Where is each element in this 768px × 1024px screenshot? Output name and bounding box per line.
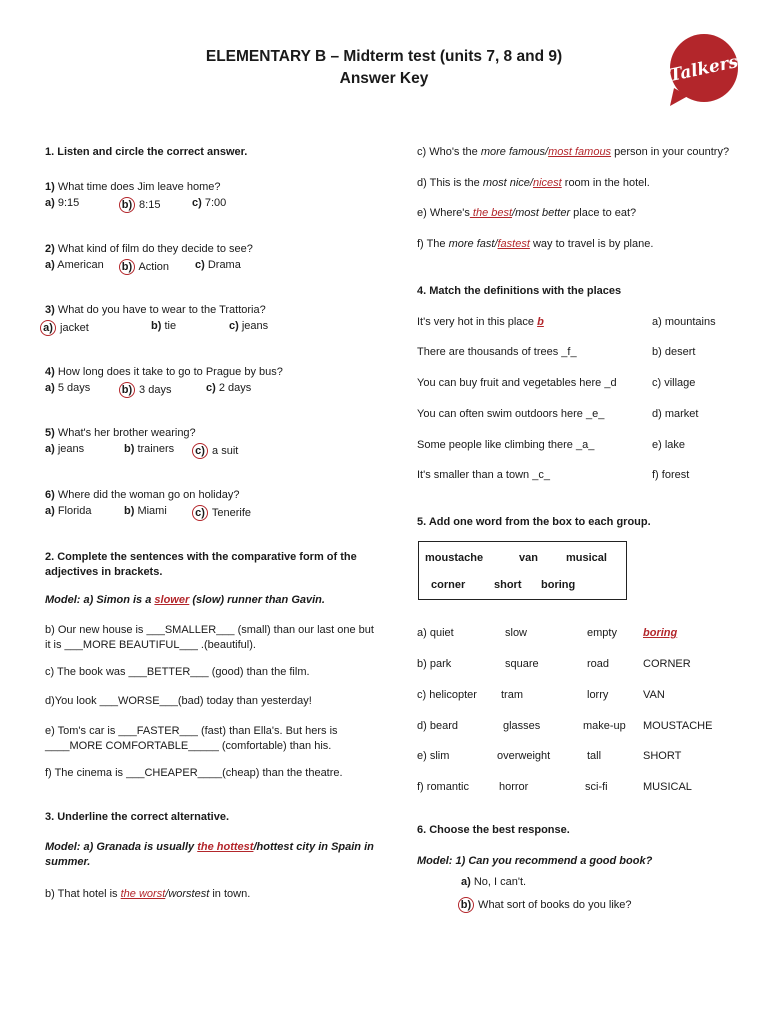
group-cell: e) slim <box>417 750 450 762</box>
match-row: It's smaller than a town _c_ <box>417 469 550 481</box>
group-cell: c) helicopter <box>417 689 477 701</box>
section-3-f: f) The more fast/fastest way to travel is by plane. <box>417 238 654 250</box>
group-cell: tall <box>587 750 602 762</box>
box-word: boring <box>541 579 576 591</box>
group-cell: horror <box>499 781 529 793</box>
group-cell: square <box>505 658 539 670</box>
question-6: 6) Where did the woman go on holiday? <box>45 489 240 501</box>
section-3-heading: 3. Underline the correct alternative. <box>45 811 230 823</box>
match-place: d) market <box>652 408 699 420</box>
group-cell: make-up <box>583 720 626 732</box>
question-5: 5) What's her brother wearing? <box>45 427 196 439</box>
group-cell: empty <box>587 627 617 639</box>
section-6-a: a) No, I can't. <box>461 876 527 888</box>
question-3: 3) What do you have to wear to the Trattoria? <box>45 304 266 316</box>
match-row: It's very hot in this place b <box>417 316 544 328</box>
answer-circle: b) <box>119 259 135 275</box>
section-6-heading: 6. Choose the best response. <box>417 824 570 836</box>
section-2-d: d)You look ___WORSE___(bad) today than yesterday! <box>45 695 312 707</box>
answer-circle: b) <box>458 897 474 913</box>
answer-circle: c) <box>192 443 208 459</box>
group-cell: lorry <box>587 689 609 701</box>
match-row: Some people like climbing there _a_ <box>417 439 595 451</box>
match-row: You can buy fruit and vegetables here _d <box>417 377 617 389</box>
match-row: There are thousands of trees _f_ <box>417 346 577 358</box>
answer-circle: b) <box>119 382 135 398</box>
group-cell: slow <box>505 627 528 639</box>
match-row: You can often swim outdoors here _e_ <box>417 408 605 420</box>
question-1: 1) What time does Jim leave home? <box>45 181 221 193</box>
section-6-b: b) What sort of books do you like? <box>461 897 632 913</box>
section-6-model: Model: 1) Can you recommend a good book? <box>417 855 653 867</box>
group-cell: d) beard <box>417 720 458 732</box>
box-word: moustache <box>425 552 484 564</box>
match-place: a) mountains <box>652 316 716 328</box>
svg-text:Talkers: Talkers <box>667 52 740 87</box>
section-3-model: Model: a) Granada is usually the hottest/hottest city in Spain in summer. <box>45 841 374 868</box>
answers-2: a) American b) Action c) Drama <box>45 259 241 273</box>
section-3-b: b) That hotel is the worst/worstest in town. <box>45 888 251 900</box>
answer-circle: c) <box>192 505 208 521</box>
group-cell: b) park <box>417 658 452 670</box>
answers-4: a) 5 days b) 3 days c) 2 days <box>45 382 252 396</box>
group-cell: sci-fi <box>585 781 608 793</box>
section-2-model: Model: a) Simon is a slower (slow) runner than Gavin. <box>45 594 325 606</box>
group-answer: SHORT <box>643 750 682 762</box>
group-cell: a) quiet <box>417 627 454 639</box>
section-3-d: d) This is the most nice/nicest room in the hotel. <box>417 177 650 189</box>
section-2-e: e) Tom's car is ___FASTER___ (fast) than Ella's. But hers is ____MORE COMFORTABLE_____ (comfortable) than his. <box>45 725 338 752</box>
match-place: b) desert <box>652 346 696 358</box>
section-2-f: f) The cinema is ___CHEAPER____(cheap) than the theatre. <box>45 767 343 779</box>
section-5-heading: 5. Add one word from the box to each group. <box>417 516 651 528</box>
answers-6: a) Florida b) Miami c) Tenerife <box>45 505 251 519</box>
group-answer: boring <box>643 627 678 639</box>
match-place: f) forest <box>652 469 690 481</box>
section-2-b: b) Our new house is ___SMALLER___ (small) than our last one but it is ___MORE BEAUTIFUL___ .(beautiful). <box>45 624 374 651</box>
page-subtitle: Answer Key <box>339 70 429 87</box>
group-answer: CORNER <box>643 658 691 670</box>
talkers-logo <box>666 32 742 108</box>
group-cell: tram <box>501 689 523 701</box>
box-word: corner <box>431 579 466 591</box>
section-4-heading: 4. Match the definitions with the places <box>417 285 622 297</box>
group-answer: MUSICAL <box>643 781 692 793</box>
box-word: short <box>494 579 522 591</box>
section-1-heading: 1. Listen and circle the correct answer. <box>45 146 248 158</box>
group-cell: road <box>587 658 610 670</box>
answers-3: a) jacket b) tie c) jeans <box>45 320 89 336</box>
section-3-c: c) Who's the more famous/most famous person in your country? <box>417 146 730 158</box>
match-place: e) lake <box>652 439 686 451</box>
section-2-heading: 2. Complete the sentences with the comparative form of the adjectives in brackets. <box>45 551 357 578</box>
group-cell: f) romantic <box>417 781 469 793</box>
box-word: van <box>519 552 538 564</box>
group-cell: overweight <box>497 750 551 762</box>
question-2: 2) What kind of film do they decide to see? <box>45 243 253 255</box>
group-cell: glasses <box>503 720 541 732</box>
group-answer: MOUSTACHE <box>643 720 713 732</box>
section-2-c: c) The book was ___BETTER___ (good) than the film. <box>45 666 310 678</box>
question-4: 4) How long does it take to go to Prague by bus? <box>45 366 283 378</box>
answers-1: a) 9:15 b) 8:15 c) 7:00 <box>45 197 227 211</box>
answer-circle: b) <box>119 197 135 213</box>
answers-5: a) jeans b) trainers c) a suit <box>45 443 239 457</box>
page-title: ELEMENTARY B – Midterm test (units 7, 8 and 9) <box>205 48 563 65</box>
match-place: c) village <box>652 377 696 389</box>
group-answer: VAN <box>643 689 665 701</box>
word-box <box>418 541 627 600</box>
box-word: musical <box>566 552 607 564</box>
answer-circle: a) <box>40 320 56 336</box>
section-3-e: e) Where's the best/most better place to eat? <box>417 207 637 219</box>
